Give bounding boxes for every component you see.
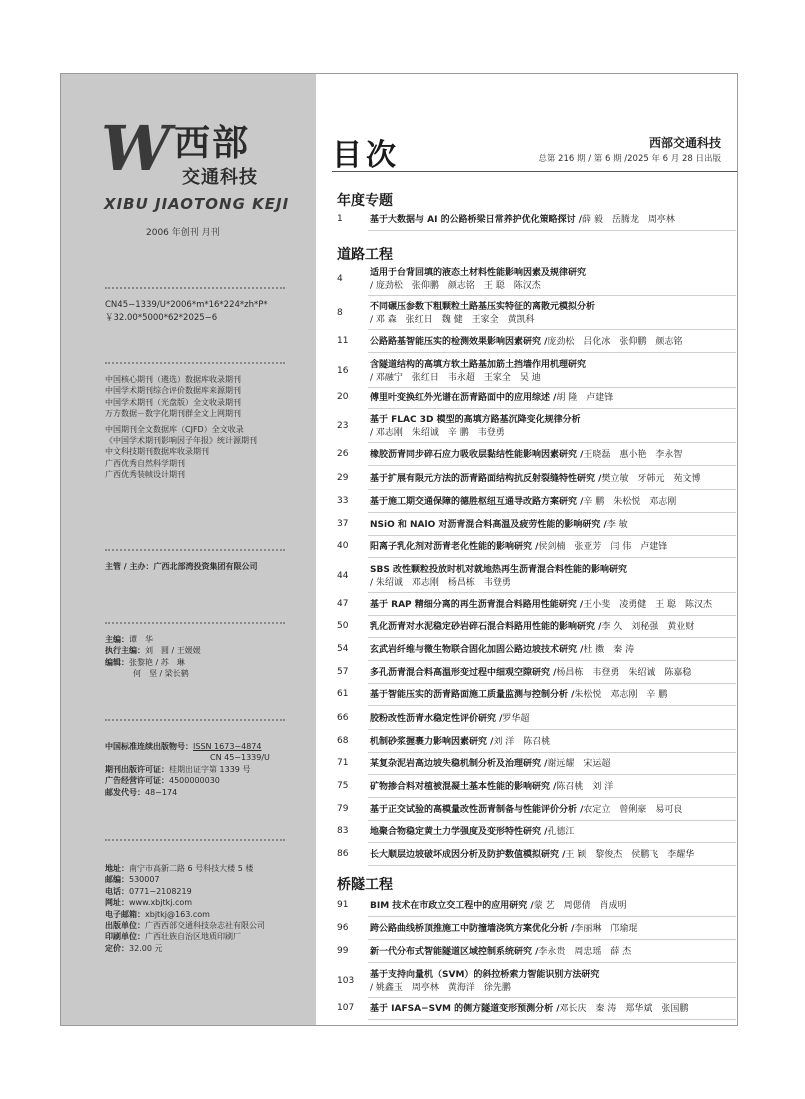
publisher-value: 广西西部交通科技杂志社有限公司 [145, 921, 265, 931]
index-item: 中国学术期刊（光盘版）全文收录期刊 [105, 397, 241, 407]
issn-value: ISSN 1673−4874 [193, 742, 262, 751]
zip-value: 530007 [129, 875, 160, 885]
page-number: 23 [337, 421, 349, 431]
article-authors: 樊立敏 牙韩元 苑文博 [601, 474, 701, 484]
editors [105, 634, 201, 680]
article-title: 阳离子乳化剂对沥青老化性能的影响研究 / [370, 542, 539, 552]
section-title: 桥隧工程 [337, 877, 393, 893]
tel-value: 0771−2108219 [129, 886, 192, 896]
entry-divider [368, 1019, 736, 1020]
article-authors: 胡 隆 卢建锋 [556, 393, 614, 403]
index-item: 中国学术期刊综合评价数据库来源期刊 [105, 386, 241, 396]
page-number: 61 [337, 689, 349, 699]
entry-divider [368, 916, 736, 917]
article-authors: 李丽琳 邝瑜琨 [574, 924, 638, 934]
page-number: 29 [337, 473, 349, 483]
price-value: 32.00 元 [129, 943, 163, 953]
article-authors: 谢远耀 宋运超 [547, 759, 611, 769]
divider [105, 362, 285, 364]
index-item: 中国核心期刊（遴选）数据库收录期刊 [105, 375, 241, 384]
page-number: 47 [337, 599, 349, 609]
page-number: 71 [337, 758, 349, 768]
cn-code: CN45−1339/U*2006*m*16*224*zh*P* [105, 300, 268, 310]
article-title: 基于大数据与 AI 的公路桥梁日常养护优化策略探讨 / [370, 215, 583, 225]
page-number: 33 [337, 496, 349, 506]
article-title: 不同碾压参数下粗颗粒土路基压实特征的离散元模拟分析 [370, 302, 596, 312]
entry-divider [368, 637, 736, 638]
article-authors: 刘 洋 陈召桃 [493, 737, 551, 747]
page-number: 96 [337, 923, 349, 933]
web-value: www.xbjtkj.com [129, 898, 193, 908]
divider [105, 839, 285, 841]
header-rule [332, 171, 737, 172]
entry-divider [368, 997, 736, 998]
page-number: 11 [337, 336, 349, 346]
article-authors: 蒙 艺 周偲倩 肖成明 [533, 901, 627, 911]
page-number: 54 [337, 644, 349, 654]
editor-2: 何 坚 / 梁长鹤 [133, 669, 189, 679]
toc-main [316, 74, 737, 1025]
entry-divider [368, 387, 736, 388]
article-title: 橡胶沥青同步碎石应力吸收层黏结性能影响因素研究 / [370, 450, 584, 460]
article-title: 乳化沥青对水泥稳定砂岩碎石混合料路用性能的影响研究 / [370, 622, 602, 632]
chief-editor: 谭 华 [129, 635, 153, 644]
issn-cn: CN 45−1339/U [210, 753, 270, 763]
zip-label: 邮编： [105, 875, 129, 885]
page-number: 16 [337, 366, 349, 376]
article-authors: 王晓磊 惠小艳 李永智 [583, 450, 683, 460]
page-number: 8 [337, 308, 343, 318]
article-title: 地聚合物稳定黄土力学强度及变形特性研究 / [370, 827, 548, 837]
article-authors: 邓长庆 秦 涛 郑华斌 张国鹏 [559, 1004, 689, 1014]
article-authors: 李 敏 [606, 520, 628, 530]
entry-divider [368, 512, 736, 513]
logo-cn: 西部 [174, 123, 251, 164]
divider [105, 549, 285, 551]
index-item: 《中国学术期刊影响因子年报》统计源期刊 [105, 436, 257, 446]
article-title: 多孔沥青混合料高温形变过程中细观空隙研究 / [370, 668, 557, 678]
page-number: 40 [337, 541, 349, 551]
entry-divider [368, 797, 736, 798]
article-authors: 罗华超 [502, 714, 530, 724]
page-number: 57 [337, 667, 349, 677]
addr-label: 地址： [105, 864, 129, 873]
page-number: 66 [337, 713, 349, 723]
article-authors: / 庞劲松 张仰鹏 颜志铭 王 聪 陈汉杰 [370, 281, 541, 291]
article-authors: 农定立 曾俐豪 易可良 [583, 805, 683, 815]
article-authors: 李 久 刘秘强 黄业财 [601, 622, 695, 632]
article-title: 公路路基智能压实的检测效果影响因素研究 / [370, 337, 548, 347]
registration [105, 741, 270, 798]
logo-w: W [101, 112, 167, 185]
issue-info: 总第 216 期 / 第 6 期 /2025 年 6 月 28 日出版 [538, 154, 721, 164]
page-number: 107 [337, 1003, 355, 1013]
article-title: 傅里叶变换红外光谱在沥青路面中的应用综述 / [370, 393, 557, 403]
permit-value: 桂期出证字第 1339 号 [169, 764, 251, 774]
article-authors: / 邓志刚 朱绍诚 辛 鹏 韦登勇 [370, 428, 505, 438]
contact [105, 863, 265, 954]
article-title: 玄武岩纤维与微生物联合固化加固公路边坡技术研究 / [370, 645, 584, 655]
exec-editor: 刘 圆 / 王媛媛 [145, 646, 201, 656]
article-title: 基于施工期交通保障的德胜枢纽互通导改路方案研究 / [370, 497, 584, 507]
article-authors: 孔德江 [547, 827, 575, 837]
entry-divider [368, 729, 736, 730]
page-number: 44 [337, 571, 349, 581]
article-title: 基于 RAP 精细分离的再生沥青混合料路用性能研究 / [370, 600, 584, 610]
email-value: xbjtkj@163.com [145, 909, 210, 919]
price-code: ￥32.00*5000*62*2025−6 [105, 313, 218, 323]
index-item: 中国期刊全文数据库（CJFD）全文收录 [105, 424, 244, 434]
article-title: 基于 IAFSA−SVM 的侧方隧道变形预测分析 / [370, 1004, 560, 1014]
entry-divider [368, 592, 736, 593]
entry-divider [368, 442, 736, 443]
article-title: 基于支持向量机（SVM）的斜拉桥索力智能识别方法研究 [370, 970, 600, 980]
price-label: 定价： [105, 943, 129, 953]
article-title: 基于正交试验的高模量改性沥青制备与性能评价分析 / [370, 805, 584, 815]
article-title: BIM 技术在市政立交工程中的应用研究 / [370, 901, 534, 911]
article-authors: / 姚鑫玉 周亭林 黄海洋 徐先鹏 [370, 983, 511, 993]
entry-divider [368, 705, 736, 706]
article-authors: 王小斐 凌勇健 王 聪 陈汉杰 [583, 600, 713, 610]
article-authors: 陈召桃 刘 洋 [556, 782, 614, 792]
post-value: 48−174 [145, 787, 178, 797]
index-list [105, 374, 257, 481]
index-item: 广西优秀自然科学期刊 [105, 458, 185, 468]
logo-en: XIBU JIAOTONG KEJI [104, 195, 290, 213]
article-authors: / 邓 森 张红日 魏 健 王家全 黄凯科 [370, 315, 535, 325]
ad-value: 4500000030 [169, 776, 220, 786]
sidebar [61, 74, 316, 1025]
entry-divider [368, 752, 736, 753]
entry-divider [368, 230, 736, 231]
article-authors: 薛 毅 岳腾龙 周亭林 [582, 215, 675, 225]
article-authors: 朱松悦 邓志刚 辛 鹏 [574, 690, 668, 700]
printer-value: 广西壮族自治区地质印刷厂 [145, 932, 241, 942]
logo-cn2: 交通科技 [182, 167, 258, 188]
editor-1: 张黎艳 / 苏 琳 [129, 657, 185, 667]
ad-label: 广告经营许可证： [105, 776, 169, 786]
entry-divider [368, 939, 736, 940]
page-number: 26 [337, 449, 349, 459]
page-number: 1 [337, 214, 343, 224]
post-label: 邮发代号： [105, 787, 145, 797]
article-authors: 李永贵 周忠瑶 薛 杰 [538, 947, 632, 957]
page-number: 79 [337, 804, 349, 814]
article-authors: 辛 鹏 朱松悦 邓志刚 [583, 497, 677, 507]
entry-divider [368, 615, 736, 616]
printer-label: 印刷单位： [105, 932, 145, 942]
index-item: 万方数据－数字化期刊群全文上网期刊 [105, 409, 241, 419]
article-authors: 王 颖 黎俊杰 侯鹏飞 李耀华 [565, 850, 695, 860]
page-number: 68 [337, 736, 349, 746]
article-title: 矿物掺合料对植被混凝土基本性能的影响研究 / [370, 782, 557, 792]
index-item: 中文科技期刊数据库收录期刊 [105, 447, 209, 457]
divider [105, 622, 285, 624]
exec-label: 执行主编： [105, 646, 145, 656]
entry-divider [368, 465, 736, 466]
article-title: 适用于台背回填的液态土材料性能影响因素及规律研究 [370, 268, 587, 278]
entry-divider [368, 329, 736, 330]
entry-divider [368, 352, 736, 353]
article-title: 某复杂泥岩高边坡失稳机制分析及治理研究 / [370, 759, 548, 769]
addr-value: 南宁市高新二路 6 号科技大楼 5 楼 [129, 864, 254, 873]
article-title: 新一代分布式智能隧道区域控制系统研究 / [370, 947, 539, 957]
sponsor-value: 广西北部湾投资集团有限公司 [153, 562, 258, 571]
journal-name: 西部交通科技 [648, 136, 721, 150]
entry-divider [368, 774, 736, 775]
page-title: 目次 [332, 138, 400, 173]
email-label: 电子邮箱： [105, 909, 145, 919]
article-authors: 庞劲松 吕化冰 张仰鹏 颜志铭 [547, 337, 683, 347]
chief-label: 主编： [105, 635, 129, 644]
publisher-label: 出版单位： [105, 921, 145, 931]
section-title: 道路工程 [337, 247, 393, 263]
entry-divider [368, 535, 736, 536]
entry-divider [368, 408, 736, 409]
issn-label: 中国标准连续出版物号： [105, 742, 193, 751]
article-authors: 杨昌栋 韦登勇 朱绍诚 陈嘉稳 [556, 668, 692, 678]
page-number: 4 [337, 274, 343, 284]
article-title: 基于 FLAC 3D 模型的高填方路基沉降变化规律分析 [370, 415, 581, 425]
entry-divider [368, 489, 736, 490]
section-title: 年度专题 [337, 193, 393, 209]
permit-label: 期刊出版许可证： [105, 764, 169, 774]
tel-label: 电话： [105, 886, 129, 896]
editor-label: 编辑： [105, 657, 129, 667]
article-authors: 杜 擞 秦 涛 [583, 645, 635, 655]
divider [105, 719, 285, 721]
page-number: 37 [337, 519, 349, 529]
article-title: 跨公路曲线桥顶推施工中防撞墙浇筑方案优化分析 / [370, 924, 575, 934]
divider [105, 287, 285, 289]
article-title: 基于智能压实的沥青路面施工质量监测与控制分析 / [370, 690, 575, 700]
founded-text: 2006 年创刊 月刊 [146, 228, 220, 238]
entry-divider [368, 683, 736, 684]
article-authors: / 邓融宁 张红日 韦永超 王家全 吴 迪 [370, 373, 541, 383]
article-title: SBS 改性颗粒投放时机对就地热再生沥青混合料性能的影响研究 [370, 565, 627, 575]
article-authors: 侯剑楠 张亚芳 闫 伟 卢建锋 [538, 542, 668, 552]
entry-divider [368, 660, 736, 661]
article-title: 长大顺层边坡破坏成因分析及防护数值模拟研究 / [370, 850, 566, 860]
page-number: 20 [337, 392, 349, 402]
article-title: 机制砂浆握裹力影响因素研究 / [370, 737, 494, 747]
page-number: 83 [337, 826, 349, 836]
article-title: 胶粉改性沥青水稳定性评价研究 / [370, 714, 503, 724]
article-title: 含隧道结构的高填方软土路基加筋土挡墙作用机理研究 [370, 360, 587, 370]
page-number: 103 [337, 976, 355, 986]
article-title: NSiO 和 NAlO 对沥青混合料高温及疲劳性能的影响研究 / [370, 520, 607, 530]
sponsor-label: 主管 / 主办： [105, 562, 154, 571]
index-item: 广西优秀装帧设计期刊 [105, 470, 185, 480]
web-label: 网址： [105, 898, 129, 908]
entry-divider [368, 865, 736, 866]
article-authors: / 朱绍诚 邓志刚 杨昌栋 韦登勇 [370, 578, 511, 588]
entry-divider [368, 820, 736, 821]
page-number: 99 [337, 946, 349, 956]
page-number: 86 [337, 849, 349, 859]
entry-divider [368, 842, 736, 843]
entry-divider [368, 962, 736, 963]
page-number: 91 [337, 900, 349, 910]
page-number: 50 [337, 621, 349, 631]
page-number: 75 [337, 781, 349, 791]
entry-divider [368, 557, 736, 558]
article-title: 基于扩展有限元方法的沥青路面结构抗反射裂缝特性研究 / [370, 474, 602, 484]
sponsor [105, 561, 258, 572]
entry-divider [368, 295, 736, 296]
